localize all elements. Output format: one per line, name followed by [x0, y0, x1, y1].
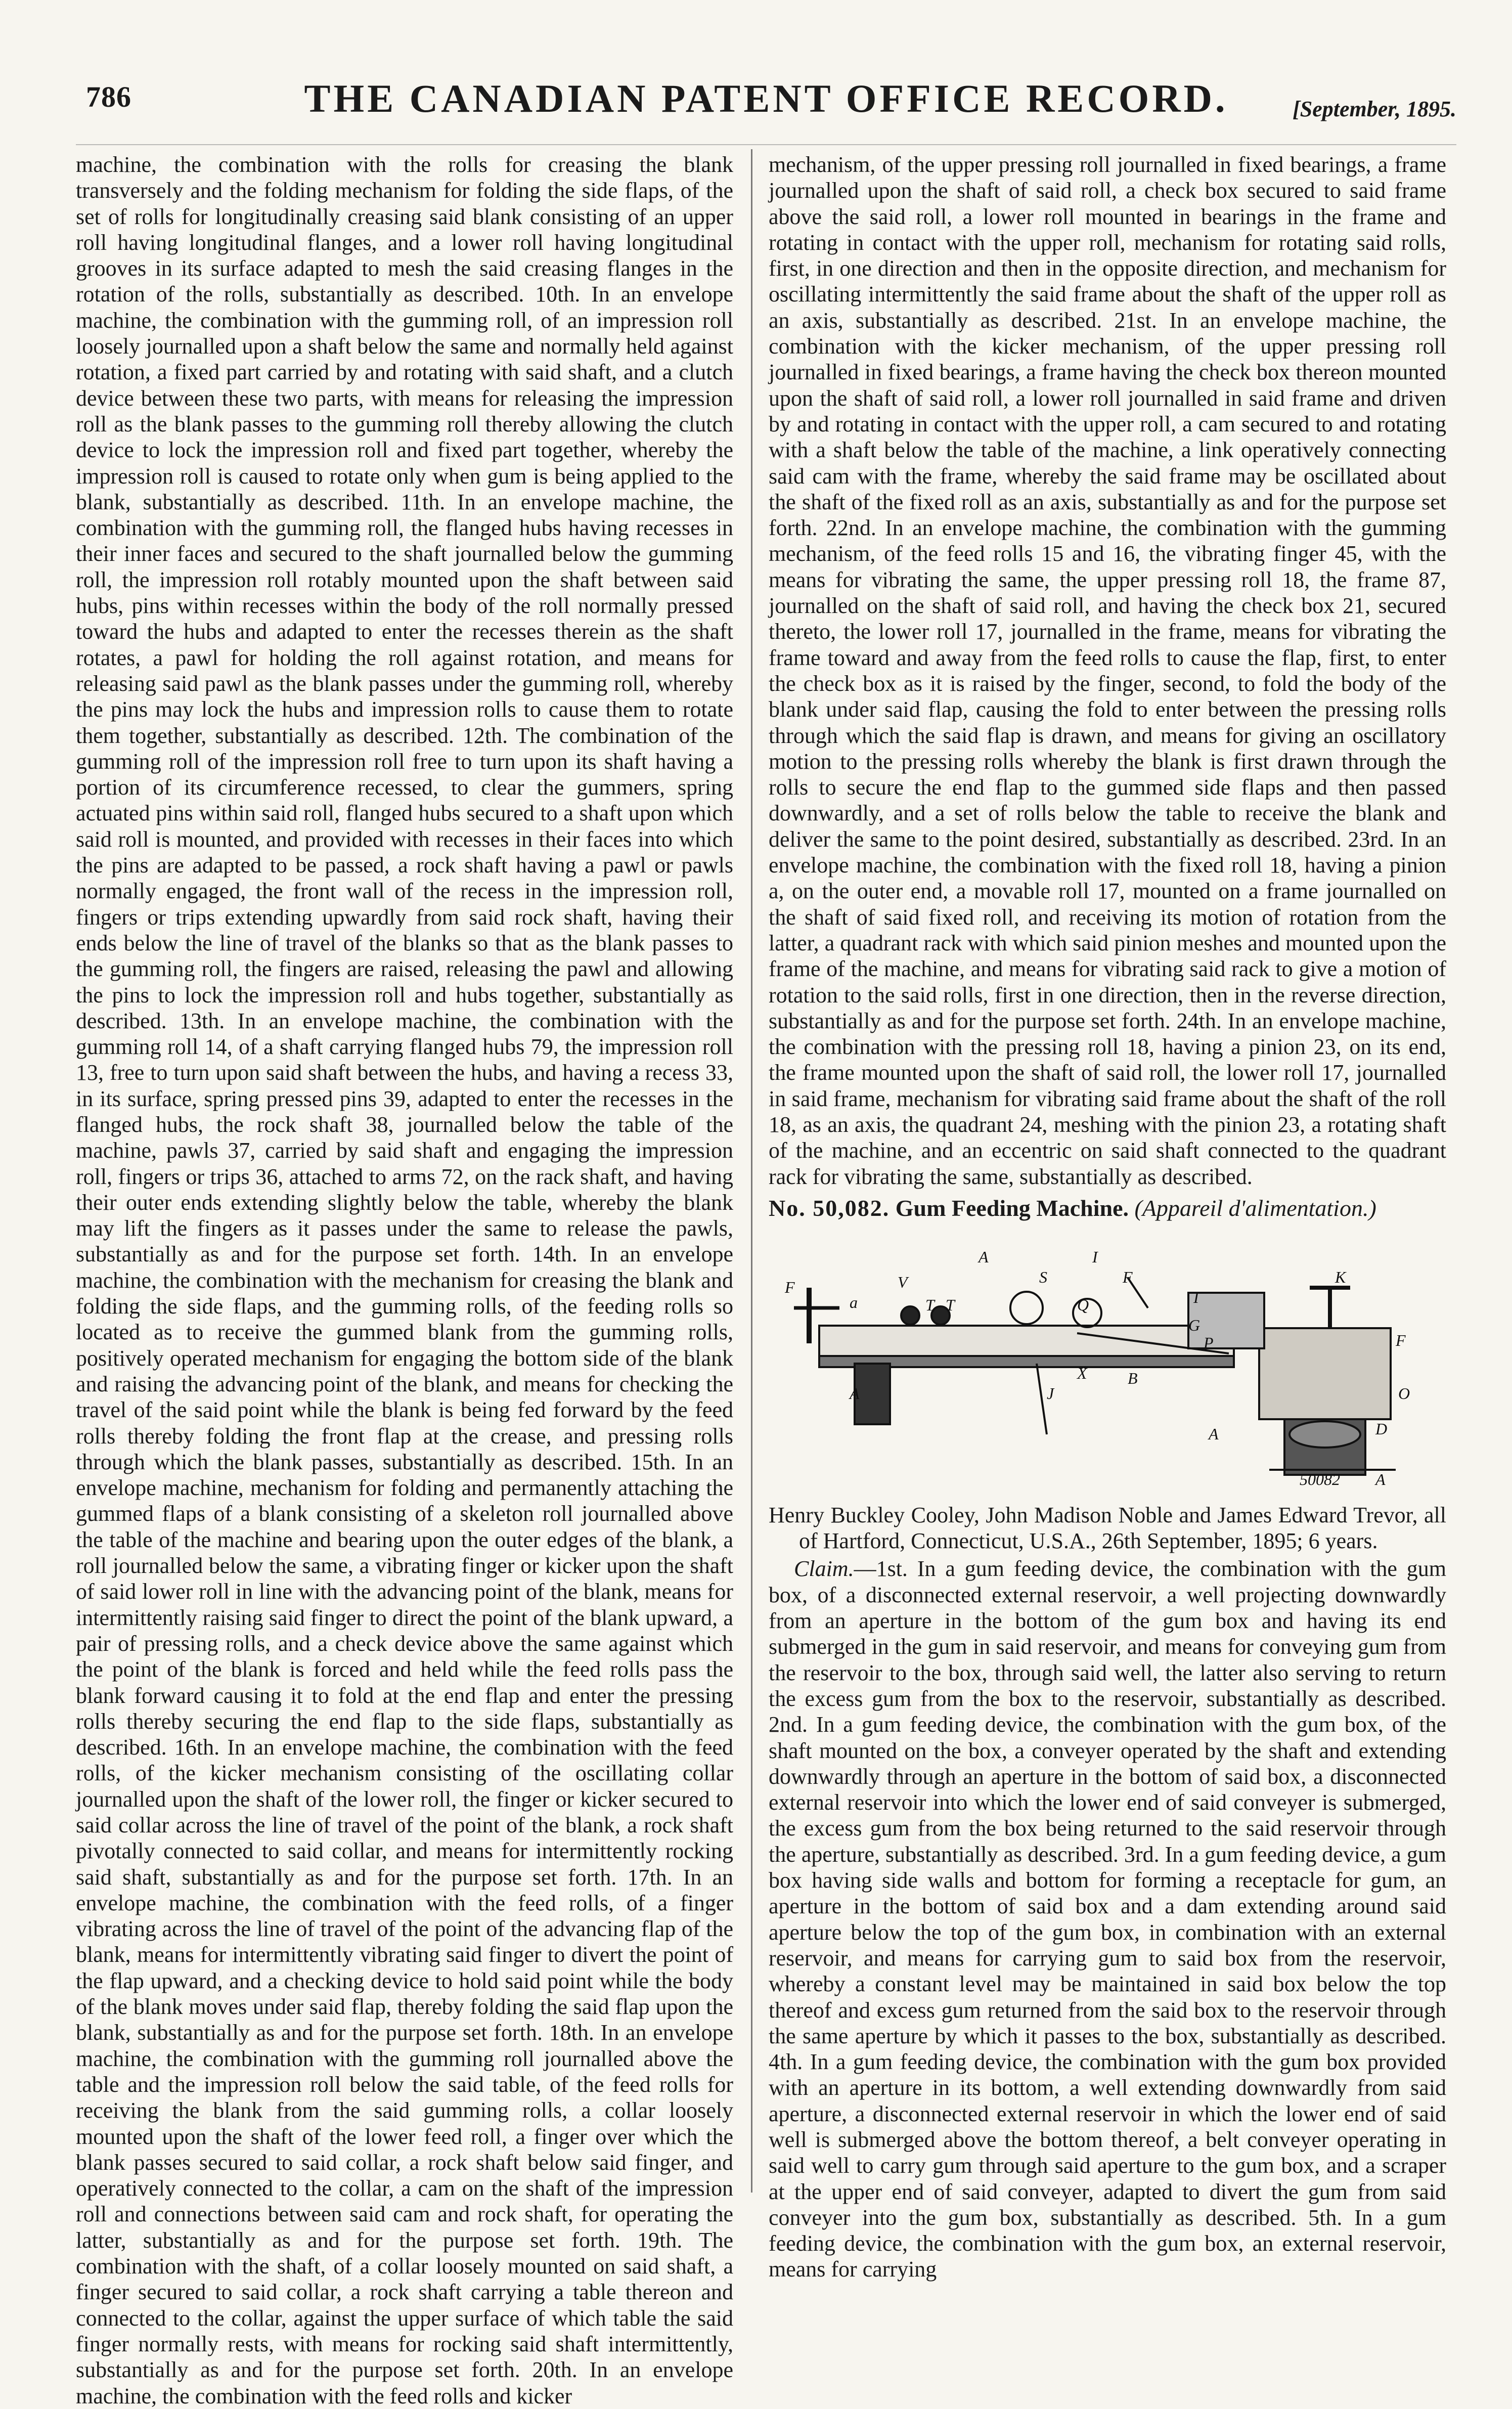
figure-letter: I [1193, 1288, 1199, 1306]
figure-letter: F [1123, 1267, 1133, 1286]
patent-heading [769, 1195, 1446, 1222]
page-number: 786 [86, 80, 131, 113]
figure-letter: V [898, 1273, 908, 1291]
figure-letter: a [850, 1293, 858, 1311]
figure-letter: G [1188, 1316, 1200, 1334]
figure-letter: A [850, 1384, 860, 1403]
running-head: THE CANADIAN PATENT OFFICE RECORD. [304, 76, 1228, 120]
left-column [76, 152, 733, 2408]
right-column [769, 152, 1446, 2282]
page-header [76, 76, 1456, 137]
patent-number: No. 50,082. [769, 1195, 890, 1221]
continued-claims-text: mechanism, of the upper pressing roll journalled in fixed bearings, a frame journalled upon the shaft of said roll, a check box secured to said frame above the said roll, a lower roll mounted in bearings in the frame and rotating in contact with the upper roll, mechanism for rotating said rolls, first, in one direction and then in the opposite direction, and mechanism for oscillating intermittently the said frame about the shaft of the upper roll as an axis, substantially as described. 21st. In an envelope machine, the combination with the kicker mechanism, of the upper pressing roll journalled in fixed bearings, a frame having the check box thereon mounted upon the shaft of said roll, a lower roll journalled in said frame and driven by and rotating in contact with the upper roll, a cam secured to and rotating with a shaft below the table of the machine, a link operatively connecting said cam with the frame, whereby the said frame may be oscillated about the shaft of the fixed roll as an axis, substantially as and for the purpose set forth. 22nd. In an envelope machine, the combination with the gumming mechanism, of the feed rolls 15 and 16, the vibrating finger 45, with the means for vibrating the same, the upper pressing roll 18, the frame 87, journalled on the shaft of said roll, and having the check box 21, secured thereto, the lower roll 17, journalled in the frame, means for vibrating the frame toward and away from the feed rolls to cause the flap, first, to enter the check box as it is raised by the finger, second, to fold the body of the blank under said flap, causing the fold to enter between the pressing rolls through which the said flap is drawn, and means for giving an oscillatory motion to the pressing rolls whereby the blank is first drawn through the rolls to secure the end flap to the gummed side flaps and then passed downwardly, and a set of rolls below the table to receive the blank and deliver the same to the point desired, substantially as described. 23rd. In an envelope machine, the combination with the fixed roll 18, having a pinion a, on the outer end, a movable roll 17, mounted on a frame journalled on the shaft of said fixed roll, and receiving its motion of rotation from the latter, a quadrant rack with which said pinion meshes and mounted upon the frame of the machine, and means for vibrating said rack to give a motion of rotation to the said rolls, first in one direction, then in the reverse direction, substantially as and for the purpose set forth. 24th. In an envelope machine, the combination with the pressing roll 18, having a pinion 23, on its end, the frame mounted upon the shaft of said roll, the lower roll 17, journalled in said frame, mechanism for vibrating said frame about the shaft of the roll 18, as an axis, the quadrant 24, meshing with the pinion 23, a rotating shaft of the machine, and an eccentric on said shaft connected to the quadrant rack for vibrating the same, substantially as described. [769, 152, 1446, 1189]
figure-letter: X [1077, 1364, 1087, 1382]
claims [769, 1556, 1446, 2282]
figure-letter: J [1047, 1384, 1054, 1403]
left-column-text: machine, the combination with the rolls for creasing the blank transversely and the folding mechanism for folding the side flaps, of the set of rolls for longitudinally creasing said blank consisting of an upper roll having longitudinal flanges, and a lower roll having longitudinal grooves in its surface adapted to mesh the said creasing flanges in the rotation of the rolls, substantially as described. 10th. In an envelope machine, the combination with the gumming roll, of an impression roll loosely journalled upon a shaft below the same and normally held against rotation, a fixed part carried by and rotating with said shaft, and a clutch device between these two parts, with means for releasing the impression roll as the blank passes to the gumming roll thereby allowing the clutch device to lock the impression roll and fixed part together, whereby the impression roll is caused to rotate only when gum is being applied to the blank, substantially as described. 11th. In an envelope machine, the combination with the gumming roll, the flanged hubs having recesses in their inner faces and secured to the shaft journalled below the gumming roll, the impression roll rotably mounted upon the shaft between said hubs, pins within recesses within the body of the roll normally pressed toward the hubs and adapted to enter the recesses therein as the shaft rotates, a pawl for holding the roll against rotation, and means for releasing said pawl as the blank passes under the gumming roll, whereby the pins may lock the hubs and impression rolls to cause them to rotate them together, substantially as described. 12th. The combination of the gumming roll of the impression roll free to turn upon its shaft having a portion of its circumference recessed, to clear the gummers, spring actuated pins within said roll, flanged hubs secured to a shaft upon which said roll is mounted, and provided with recesses in their faces into which the pins are adapted to be passed, a rock shaft having a pawl or pawls normally engaged, the front wall of the recess in the impression roll, fingers or trips extending upwardly from said rock shaft, having their ends below the line of travel of the blanks so that as the blank passes to the gumming roll, the fingers are raised, releasing the pawl and allowing the pins to lock the impression roll and hubs together, substantially as described. 13th. In an envelope machine, the combination with the gumming roll 14, of a shaft carrying flanged hubs 79, the impression roll 13, free to turn upon said shaft between the hubs, and having a recess 33, in its surface, spring pressed pins 39, adapted to enter the recesses in the flanged hubs, the rock shaft 38, journalled below the table of the machine, pawls 37, carried by said shaft and engaging the impression roll, fingers or trips 36, attached to arms 72, on the rack shaft, and having their outer ends extending slightly below the table, whereby the blank may lift the fingers as it passes under the same to release the pawls, substantially as and for the purpose set forth. 14th. In an envelope machine, the combination with the mechanism for creasing the blank and folding the side flaps, and the gumming rolls, of the feeding rolls so located as to receive the gummed blank from the gumming rolls, positively operated mechanism for engaging the bottom side of the blank and raising the advancing point of the blank, and means for checking the travel of the said point while the blank is being fed forward by the feed rolls thereby folding the front flap at the crease, and pressing rolls through which the blank passes, substantially as described. 15th. In an envelope machine, mechanism for folding and permanently attaching the gummed flaps of a blank consisting of a skeleton roll journalled above the table of the machine and bearing upon the outer edges of the blank, a roll journalled below the same, a vibrating finger or kicker upon the shaft of said lower roll in line with the advancing point of the blank, means for intermittently raising said finger to direct the point of the blank upward, a pair of pressing rolls, and a check device above the same against which the point of the blank is forced and held while the feed rolls pass the blank forward causing it to fold at the end flap and enter the pressing rolls thereby securing the end flap to the side flaps, substantially as described. 16th. In an envelope machine, the combination with the feed rolls, of the kicker mechanism consisting of the oscillating collar journalled upon the shaft of the lower roll, the finger or kicker secured to said collar across the line of travel of the point of the blank, a rock shaft pivotally connected to said collar, and means for intermittently rocking said shaft, substantially as and for the purpose set forth. 17th. In an envelope machine, the combination with the feed rolls, of a finger vibrating across the line of travel of the point of the advancing flap of the blank, means for intermittently vibrating said finger to divert the point of the flap upward, and a checking device to hold said point while the body of the blank moves under said flap, thereby folding the said flap upon the blank, substantially as and for the purpose set forth. 18th. In an envelope machine, the combination with the gumming roll journalled above the table and the impression roll below the said table, of the feed rolls for receiving the blank from the said gumming rolls, a collar loosely mounted upon the shaft of the lower feed roll, a finger over which the blank passes secured to said collar, a rock shaft below said finger, and operatively connected to the collar, a cam on the shaft of the impression roll and connections between said cam and rock shaft, for operating the latter, substantially as and for the purpose set forth. 19th. The combination with the shaft, of a collar loosely mounted on said shaft, a finger secured to said collar, a rock shaft carrying a table thereon and connected to the collar, against the upper surface of which table the said finger normally rests, with means for rocking said shaft intermittently, substantially as and for the purpose set forth. 20th. In an envelope machine, the combination with the feed rolls and kicker [76, 152, 733, 2408]
figure-letter: S [1039, 1267, 1047, 1286]
figure-letter: F [1396, 1331, 1406, 1349]
claims-text: —1st. In a gum feeding device, the combination with the gum box, of a disconnected external reservoir, a well projecting downwardly from an aperture in the bottom of the gum box and having its end submerged in the gum in said reservoir, and means for conveying gum from the reservoir to the box, through said well, the latter also serving to return the excess gum from the box to the reservoir, substantially as described. 2nd. In a gum feeding device, the combination with the gum box, of the shaft mounted on the box, a conveyer operated by the shaft and extending downwardly through an aperture in the bottom of said box, a disconnected external reservoir into which the lower end of said conveyer is submerged, the excess gum from the box being returned to the said reservoir through the aperture, substantially as described. 3rd. In a gum feeding device, a gum box having side walls and bottom for forming a receptacle for gum, an aperture in the bottom of said box and a dam extending around said aperture below the top of the gum box, in combination with an external reservoir, and means for carrying gum to said box from the reservoir, whereby a constant level may be maintained in said box below the top thereof and excess gum returned from the said box to the reservoir through the same aperture by which it passes to the box, substantially as described. 4th. In a gum feeding device, the combination with the gum box provided with an aperture in its bottom, a well extending downwardly from said aperture, a disconnected external reservoir in which the lower end of said well is submerged above the bottom thereof, a belt conveyer operating in said well to carry gum through said aperture to the gum box, and a scraper at the upper end of said conveyer, adapted to divert the gum from said conveyer into the gum box, substantially as described. 5th. In a gum feeding device, the combination with the gum box, an external reservoir, means for carrying [769, 1556, 1446, 2282]
gum-feeding-machine-figure [774, 1232, 1431, 1490]
figure-letter: A [1209, 1424, 1219, 1443]
column-divider [751, 149, 752, 2193]
figure-letter: T [946, 1295, 955, 1314]
figure-letter: I [1092, 1247, 1098, 1266]
machine-drawing [774, 1232, 1431, 1490]
figure-letter: A [979, 1247, 989, 1266]
figure-letter: P [1204, 1333, 1214, 1352]
patent-title: Gum Feeding Machine. [895, 1195, 1129, 1221]
figure-letter: K [1335, 1267, 1346, 1286]
patent-title-french: (Appareil d'alimentation.) [1134, 1195, 1376, 1221]
figure-caption: 50082 [1300, 1470, 1340, 1488]
figure-letter: T [925, 1295, 935, 1314]
figure-letter: O [1398, 1384, 1410, 1403]
figure-letter: A [1375, 1470, 1386, 1488]
issue-date: [September, 1895. [1293, 97, 1456, 121]
figure-letter: F [785, 1278, 795, 1296]
figure-letter: B [1128, 1369, 1138, 1387]
claim-lead: Claim. [794, 1556, 854, 1582]
inventors: Henry Buckley Cooley, John Madison Noble and James Edward Trevor, all of Hartford, Connecticut, U.S.A., 26th September, 1895; 6 years. [769, 1502, 1446, 1554]
header-rule [76, 144, 1456, 145]
figure-letter: Q [1077, 1295, 1089, 1314]
figure-letter: D [1375, 1419, 1388, 1438]
